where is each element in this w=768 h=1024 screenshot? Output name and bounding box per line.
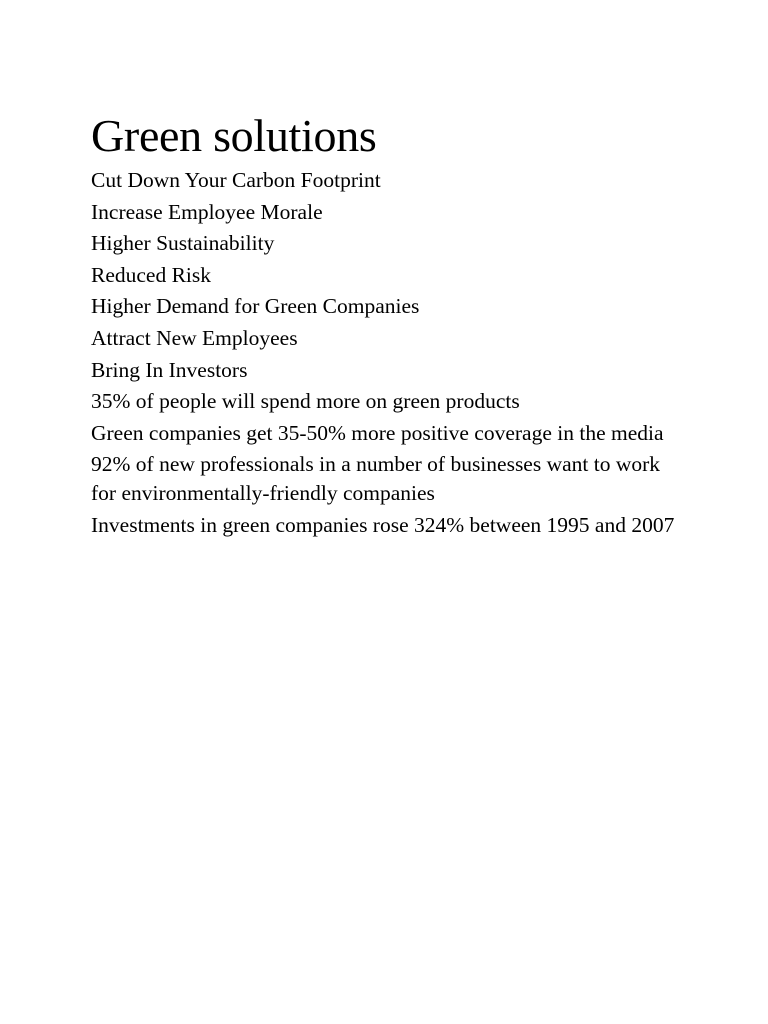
list-item: 92% of new professionals in a number of businesses want to work for environmentally-friendly companies bbox=[91, 452, 661, 506]
list-item: Green companies get 35-50% more positive coverage in the media bbox=[91, 420, 664, 445]
list-item: Higher Sustainability bbox=[91, 231, 275, 256]
document-content bbox=[91, 108, 676, 543]
list-item: Higher Demand for Green Companies bbox=[91, 294, 420, 319]
list-item: 35% of people will spend more on green products bbox=[91, 389, 520, 414]
list-item: Increase Employee Morale bbox=[91, 199, 323, 224]
bullet-list bbox=[91, 166, 676, 540]
list-item: Investments in green companies rose 324% between 1995 and 2007 bbox=[91, 512, 675, 537]
list-item: Cut Down Your Carbon Footprint bbox=[91, 168, 381, 192]
list-item: Reduced Risk bbox=[91, 262, 212, 287]
list-item: Attract New Employees bbox=[91, 325, 298, 350]
document-title: Green solutions bbox=[91, 110, 377, 161]
list-item: Bring In Investors bbox=[91, 357, 248, 382]
